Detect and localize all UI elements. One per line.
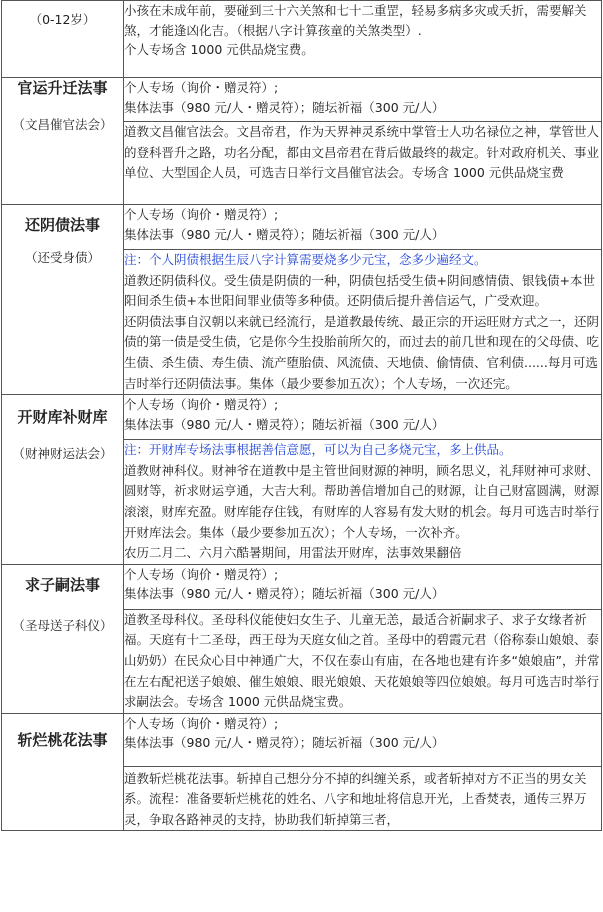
service-price-cell [124, 205, 602, 250]
description-paragraph: 道教圣母科仪。圣母科仪能使妇女生子、儿童无恙，最适合祈嗣求子、求子女缘者祈福。天庭有十二圣母，西王母为天庭女仙之首。圣母中的碧霞元君（俗称泰山娘娘、泰山奶奶）在民众心目中神通广大，不仅在泰山有庙，在各地也建有许多“娘娘庙”，并常在左右配祀送子娘娘、催生娘娘、眼光娘娘、天花娘娘等四位娘娘。每月可选吉时举行求嗣法会。专场含 1000 元供品烧宝费。 [124, 611, 600, 710]
price-line: 集体法事（980 元/人・赠灵符）；随坛祈福（300 元/人） [124, 99, 445, 115]
description-paragraph: 道教还阴债科仪。受生债是阴债的一种，阴债包括受生债+阴间感情债、银钱债+本世阳间杀生债+本世阳间罪业债等多种债。还阴债后提升善信运气，广受欢迎。 [124, 272, 595, 309]
table-row [2, 205, 602, 250]
service-subtitle: （文昌催官法会） [12, 117, 113, 132]
description-paragraph: 小孩在未成年前，要碰到三十六关煞和七十二重罡，轻易多病多灾或夭折，需要解关煞，才能逢凶化吉。（根据八字计算孩童的关煞类型）. [124, 3, 587, 38]
service-description-cell [124, 122, 602, 205]
price-line: 个人专场（询价・赠灵符）; [124, 715, 279, 731]
price-line: 集体法事（980 元/人・赠灵符）；随坛祈福（300 元/人） [124, 226, 445, 242]
price-line: 集体法事（980 元/人・赠灵符）；随坛祈福（300 元/人） [124, 416, 445, 432]
service-price-cell [124, 564, 602, 609]
service-description-cell [124, 766, 602, 831]
service-name: 官运升迁法事 [17, 79, 108, 97]
table-row [2, 78, 602, 122]
price-line: 个人专场（询价・赠灵符）; [124, 397, 279, 413]
service-description-cell [124, 440, 602, 565]
price-line: 集体法事（980 元/人・赠灵符）；随坛祈福（300 元/人） [124, 735, 445, 751]
price-line: 集体法事（980 元/人・赠灵符）；随坛祈福（300 元/人） [124, 586, 445, 602]
service-subtitle: （0-12岁） [29, 12, 96, 27]
table-row [2, 564, 602, 609]
service-label-cell [2, 395, 124, 565]
service-subtitle: （财神财运法会） [12, 446, 113, 462]
service-name: 还阴债法事 [24, 216, 100, 234]
service-price-cell [124, 78, 602, 122]
service-description-cell [124, 1, 602, 78]
service-name: 斩烂桃花法事 [17, 730, 108, 749]
service-label-cell [2, 564, 124, 713]
description-paragraph: 道教文昌催官法会。文昌帝君，作为天界神灵系统中掌管士人功名禄位之神，掌管世人的登科晋升之路，功名分配，都由文昌帝君在背后做最终的裁定。针对政府机关、事业单位、大型国企人员，可选吉日举行文昌催官法会。专场含 1000 元供品烧宝费 [124, 124, 600, 181]
service-label-cell [2, 1, 124, 78]
service-name: 求子嗣法事 [24, 575, 100, 594]
service-price-cell [124, 713, 602, 766]
table-row [2, 1, 602, 78]
table-row [2, 395, 602, 440]
description-paragraph: 还阴债法事自汉朝以来就已经流行，是道教最传统、最正宗的开运旺财方式之一，还阴债的第一债是受生债，它是你今生投胎前所欠的，而过去的前几世和现在的父母债、吃生债、杀生债、寿生债、流产堕胎债、风流债、天地债、偷情债、官利债......每月可选吉时举行还阴债法事。集体（最少要参加五次）；个人专场，一次还完。 [124, 313, 600, 391]
description-paragraph: 道教财神科仪。财神爷在道教中是主管世间财源的神明，顾名思义，礼拜财神可求财、圆财等，祈求财运亨通，大吉大利。帮助善信增加自己的财源，让自己财富圆满，财源滚滚，财库充盈。财库能存住钱，有财库的人容易有发大财的机会。每月可选吉时举行开财库法会。集体（最少要参加五次）；个人专场，一次补齐。 [124, 462, 600, 540]
price-line: 个人专场（询价・赠灵符）; [124, 566, 279, 582]
description-paragraph: 个人专场含 1000 元供品烧宝费。 [124, 42, 314, 57]
table-row [2, 713, 602, 766]
service-label-cell [2, 713, 124, 831]
service-note: 注：个人阴债根据生辰八字计算需要烧多少元宝，念多少遍经文。 [124, 252, 487, 267]
service-subtitle: （圣母送子科仪） [12, 617, 113, 633]
service-description-cell [124, 250, 602, 395]
service-label-cell [2, 205, 124, 395]
description-paragraph: 道教斩烂桃花法事。斩掉自己想分分不掉的纠缠关系，或者斩掉对方不正当的男女关系。流程：准备要斩烂桃花的姓名、八字和地址将信息开光，上香焚表，通传三界万灵，争取各路神灵的支持，协助我们斩掉第三者， [124, 770, 587, 827]
service-name: 开财库补财库 [17, 408, 108, 427]
service-description-cell [124, 609, 602, 713]
service-note: 注：开财库专场法事根据善信意愿，可以为自己多烧元宝，多上供品。 [124, 442, 512, 458]
service-subtitle: （还受身债） [24, 250, 100, 265]
service-label-cell [2, 78, 124, 205]
description-paragraph: 农历二月二、六月六酷暑期间，用雷法开财库，法事效果翻倍 [124, 545, 462, 561]
ritual-services-table [1, 0, 602, 831]
price-line: 个人专场（询价・赠灵符）; [124, 80, 279, 95]
service-price-cell [124, 395, 602, 440]
price-line: 个人专场（询价・赠灵符）; [124, 207, 279, 222]
